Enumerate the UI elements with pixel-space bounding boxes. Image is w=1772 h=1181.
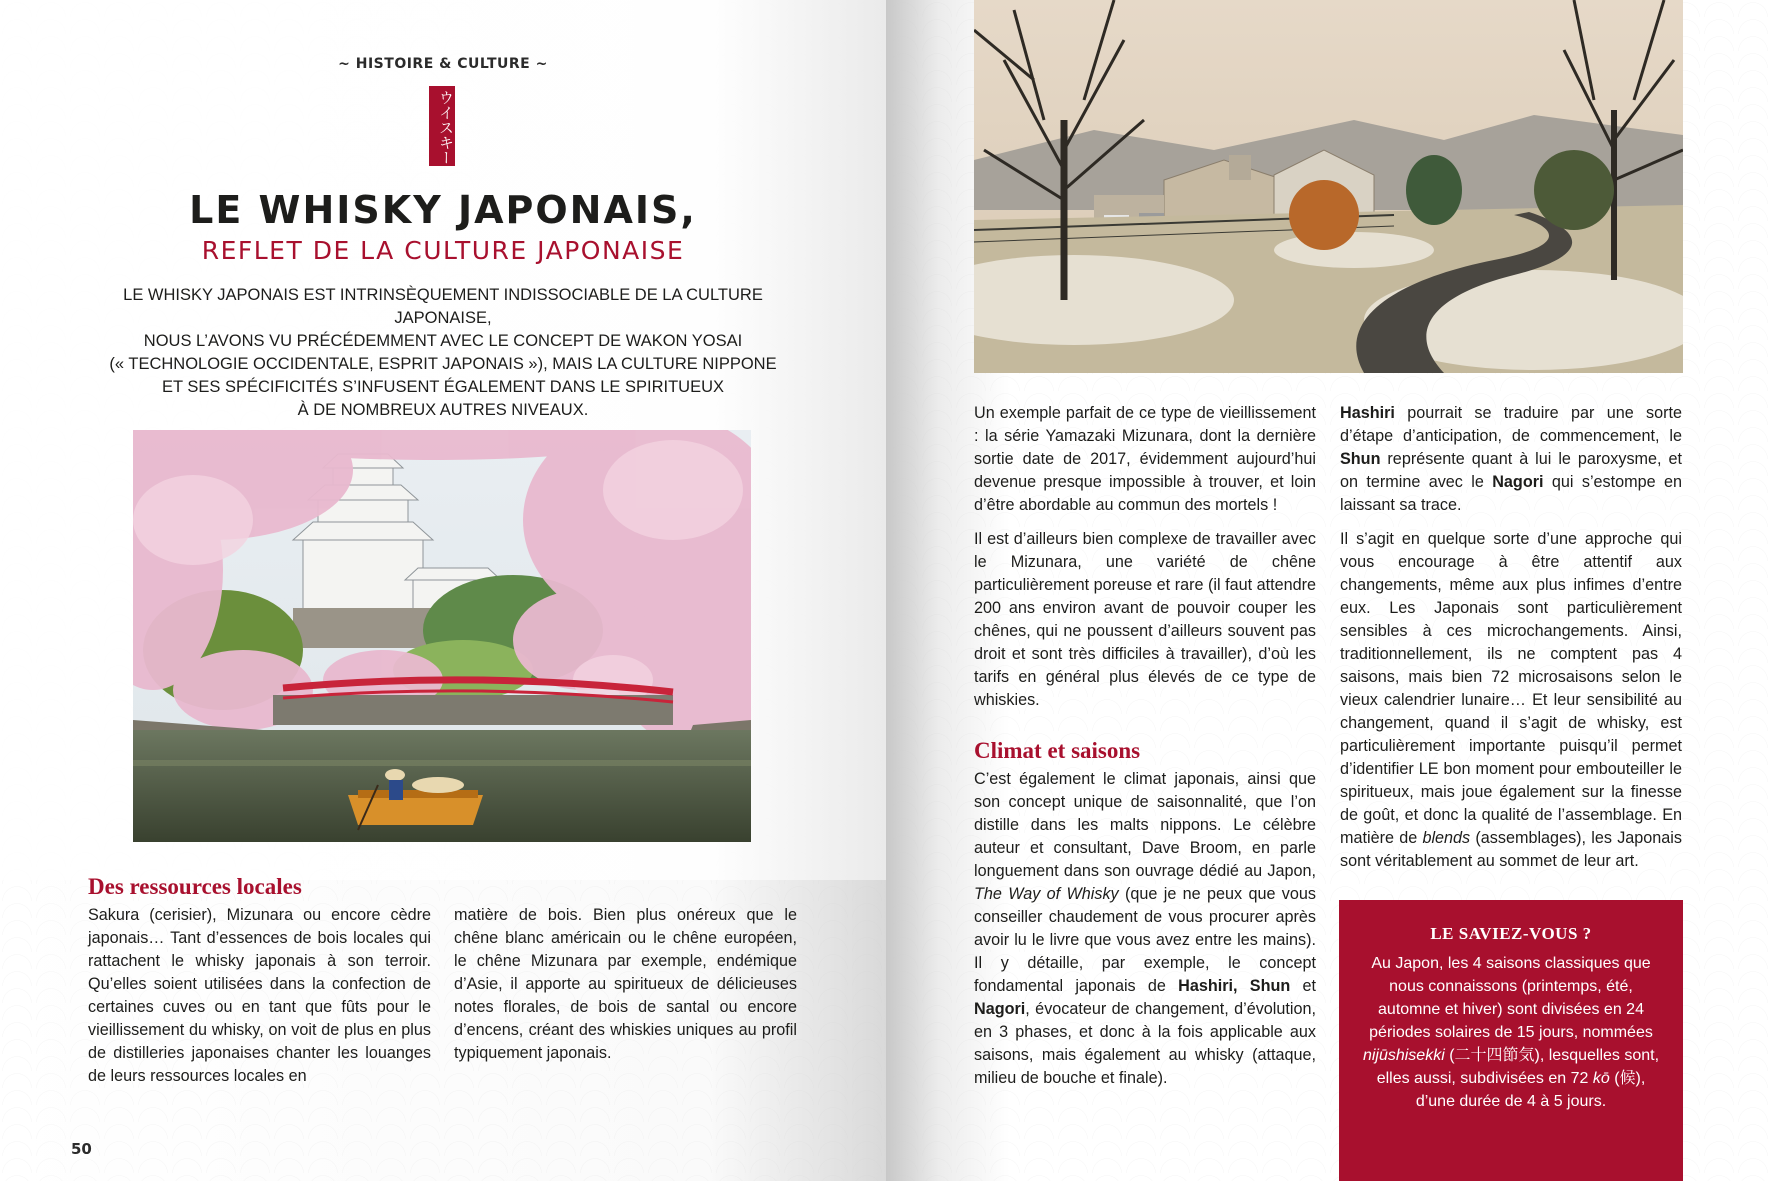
paragraph — [1340, 402, 1682, 517]
paragraph — [974, 768, 1316, 1090]
winter-distillery-photo — [974, 0, 1683, 373]
text: pourrait se traduire par une sorte d’étape d’anticipation, de commencement, le — [1340, 404, 1682, 445]
term: Shun — [1340, 450, 1381, 468]
term: Nagori — [1492, 473, 1544, 491]
term: nijūshisekki — [1362, 1047, 1445, 1064]
term: Shun — [1249, 977, 1291, 995]
article-subtitle: REFLET DE LA CULTURE JAPONAISE — [201, 236, 685, 265]
term: kō — [1592, 1070, 1610, 1087]
text: (assemblages), les Japonais sont véritablement au sommet de leur art. — [1340, 829, 1682, 870]
left-column-2 — [454, 904, 797, 1076]
book-title: The Way of Whisky — [974, 885, 1119, 903]
article-intro — [82, 284, 804, 422]
box-title: LE SAVIEZ-VOUS ? — [1430, 924, 1592, 943]
term: Nagori — [974, 1000, 1026, 1018]
text: qui s’estompe en laissant sa trace. — [1340, 473, 1682, 514]
section-heading-climat: Climat et saisons — [974, 738, 1141, 763]
paragraph — [1340, 528, 1682, 873]
right-column-1 — [974, 402, 1316, 723]
right-column-2 — [1340, 402, 1682, 884]
intro-line: NOUS L’AVONS VU PRÉCÉDEMMENT AVEC LE CONCEPT DE WAKON YOSAI — [143, 332, 743, 350]
right-column-1b — [974, 768, 1316, 1101]
page-number: 50 — [71, 1140, 92, 1158]
text: et — [1302, 977, 1317, 995]
left-column-1 — [88, 904, 431, 1099]
castle-cherry-blossom-photo — [133, 430, 751, 842]
did-you-know-box — [1339, 900, 1683, 1181]
article-title: LE WHISKY JAPONAIS, — [189, 188, 697, 232]
right-page — [886, 0, 1772, 1181]
text: représente quant à lui le paroxysme, et on termine avec le — [1340, 450, 1682, 491]
section-rubric: ~ HISTOIRE & CULTURE ~ — [338, 56, 548, 72]
text: C’est également le climat japonais, ainsi que son concept unique de saisonnalité, que l’on distille dans les malts nippons. Le célèbre auteur et consultant, Dave Broom, en parle longuement dans son ouvrage dédié au Japon, — [974, 770, 1316, 880]
term: Hashiri — [1178, 977, 1234, 995]
text: Il s’agit en quelque sorte d’une approche qui vous encourage à être attentif aux changements, même aux plus infimes d’entre eux. Les Japonais sont particulièrement sensibles à ces microchangements. Ainsi, traditionnellement, ils ne comptent pas 4 saisons, mais bien 72 microsaisons selon le vieux calendrier lunaire… Et leur sensibilité au changement, quand il s’agit de whisky, est particulièrement importante puisqu’il permet d’identifier LE bon moment pour embouteiller le spiritueux, mais joue également sur la finesse de goût, et donc la qualité de l’assemblage. En matière de — [1340, 530, 1682, 847]
paragraph: Un exemple parfait de ce type de vieillissement : la série Yamazaki Mizunara, dont la dernière sortie date de 2017, évidemment aujourd’hui devenue presque impossible à trouver, et loin d’être abordable au commun des mortels ! — [974, 404, 1316, 514]
box-text — [1361, 952, 1661, 1113]
intro-line: ET SES SPÉCIFICITÉS S’INFUSENT ÉGALEMENT DANS LE SPIRITUEUX — [161, 378, 725, 396]
term: Hashiri — [1340, 404, 1395, 422]
paragraph: Sakura (cerisier), Mizunara ou encore cèdre japonais… Tant d’essences de bois locales qui rattachent le whisky japonais à son terroir. Qu’elles soient utilisées dans la confection de certaines cuves ou en tant que fûts pour le vieillissement du whisky, on voit de plus en plus de distilleries japonaises chanter les louanges de leurs ressources locales en — [88, 906, 431, 1085]
japanese-tag: ウイスキー — [429, 86, 455, 166]
intro-line: À DE NOMBREUX AUTRES NIVEAUX. — [297, 401, 589, 419]
section-heading-ressources: Des ressources locales — [88, 874, 302, 899]
intro-line: (« TECHNOLOGIE OCCIDENTALE, ESPRIT JAPONAIS »), MAIS LA CULTURE NIPPONE — [109, 355, 777, 373]
text: (候), d’une durée de 4 à 5 jours. — [1415, 1070, 1646, 1110]
separator: , — [1233, 977, 1238, 995]
text: (二十四節気), lesquelles sont, elles aussi, subdivisées en 72 — [1376, 1047, 1660, 1087]
text: (que je ne peux que vous conseiller chaudement de vous procurer après avoir lu le livre que vous avez entre les mains). Il y détaille, par exemple, le concept fondamental japonais de — [974, 885, 1316, 995]
text: Au Japon, les 4 saisons classiques que nous connaissons (printemps, été, automne et hiver) sont divisées en 24 périodes solaires de 15 jours, nommées — [1369, 955, 1653, 1041]
paragraph: matière de bois. Bien plus onéreux que le chêne blanc américain ou le chêne européen, le chêne Mizunara par exemple, endémique d’Asie, il apporte au spiritueux de délicieuses notes florales, de bois de santal ou encore d’encens, créant des whiskies uniques au profil typiquement japonais. — [454, 906, 797, 1062]
intro-line: LE WHISKY JAPONAIS EST INTRINSÈQUEMENT INDISSOCIABLE DE LA CULTURE JAPONAISE, — [123, 286, 763, 327]
text: , évocateur de changement, d’évolution, en 3 phases, et donc à la fois applicable aux saisons, mais également au whisky (attaque, milieu de bouche et finale). — [974, 1000, 1316, 1087]
paragraph: Il est d’ailleurs bien complexe de travailler avec le Mizunara, une variété de chêne particulièrement poreuse et rare (il faut attendre 200 ans environ avant de pouvoir couper les chênes, qui ne poussent d’ailleurs souvent pas droit et sont très difficiles à travailler), d’où les tarifs en général plus élevés de ce type de whiskies. — [974, 530, 1316, 709]
term: blends — [1422, 829, 1471, 847]
